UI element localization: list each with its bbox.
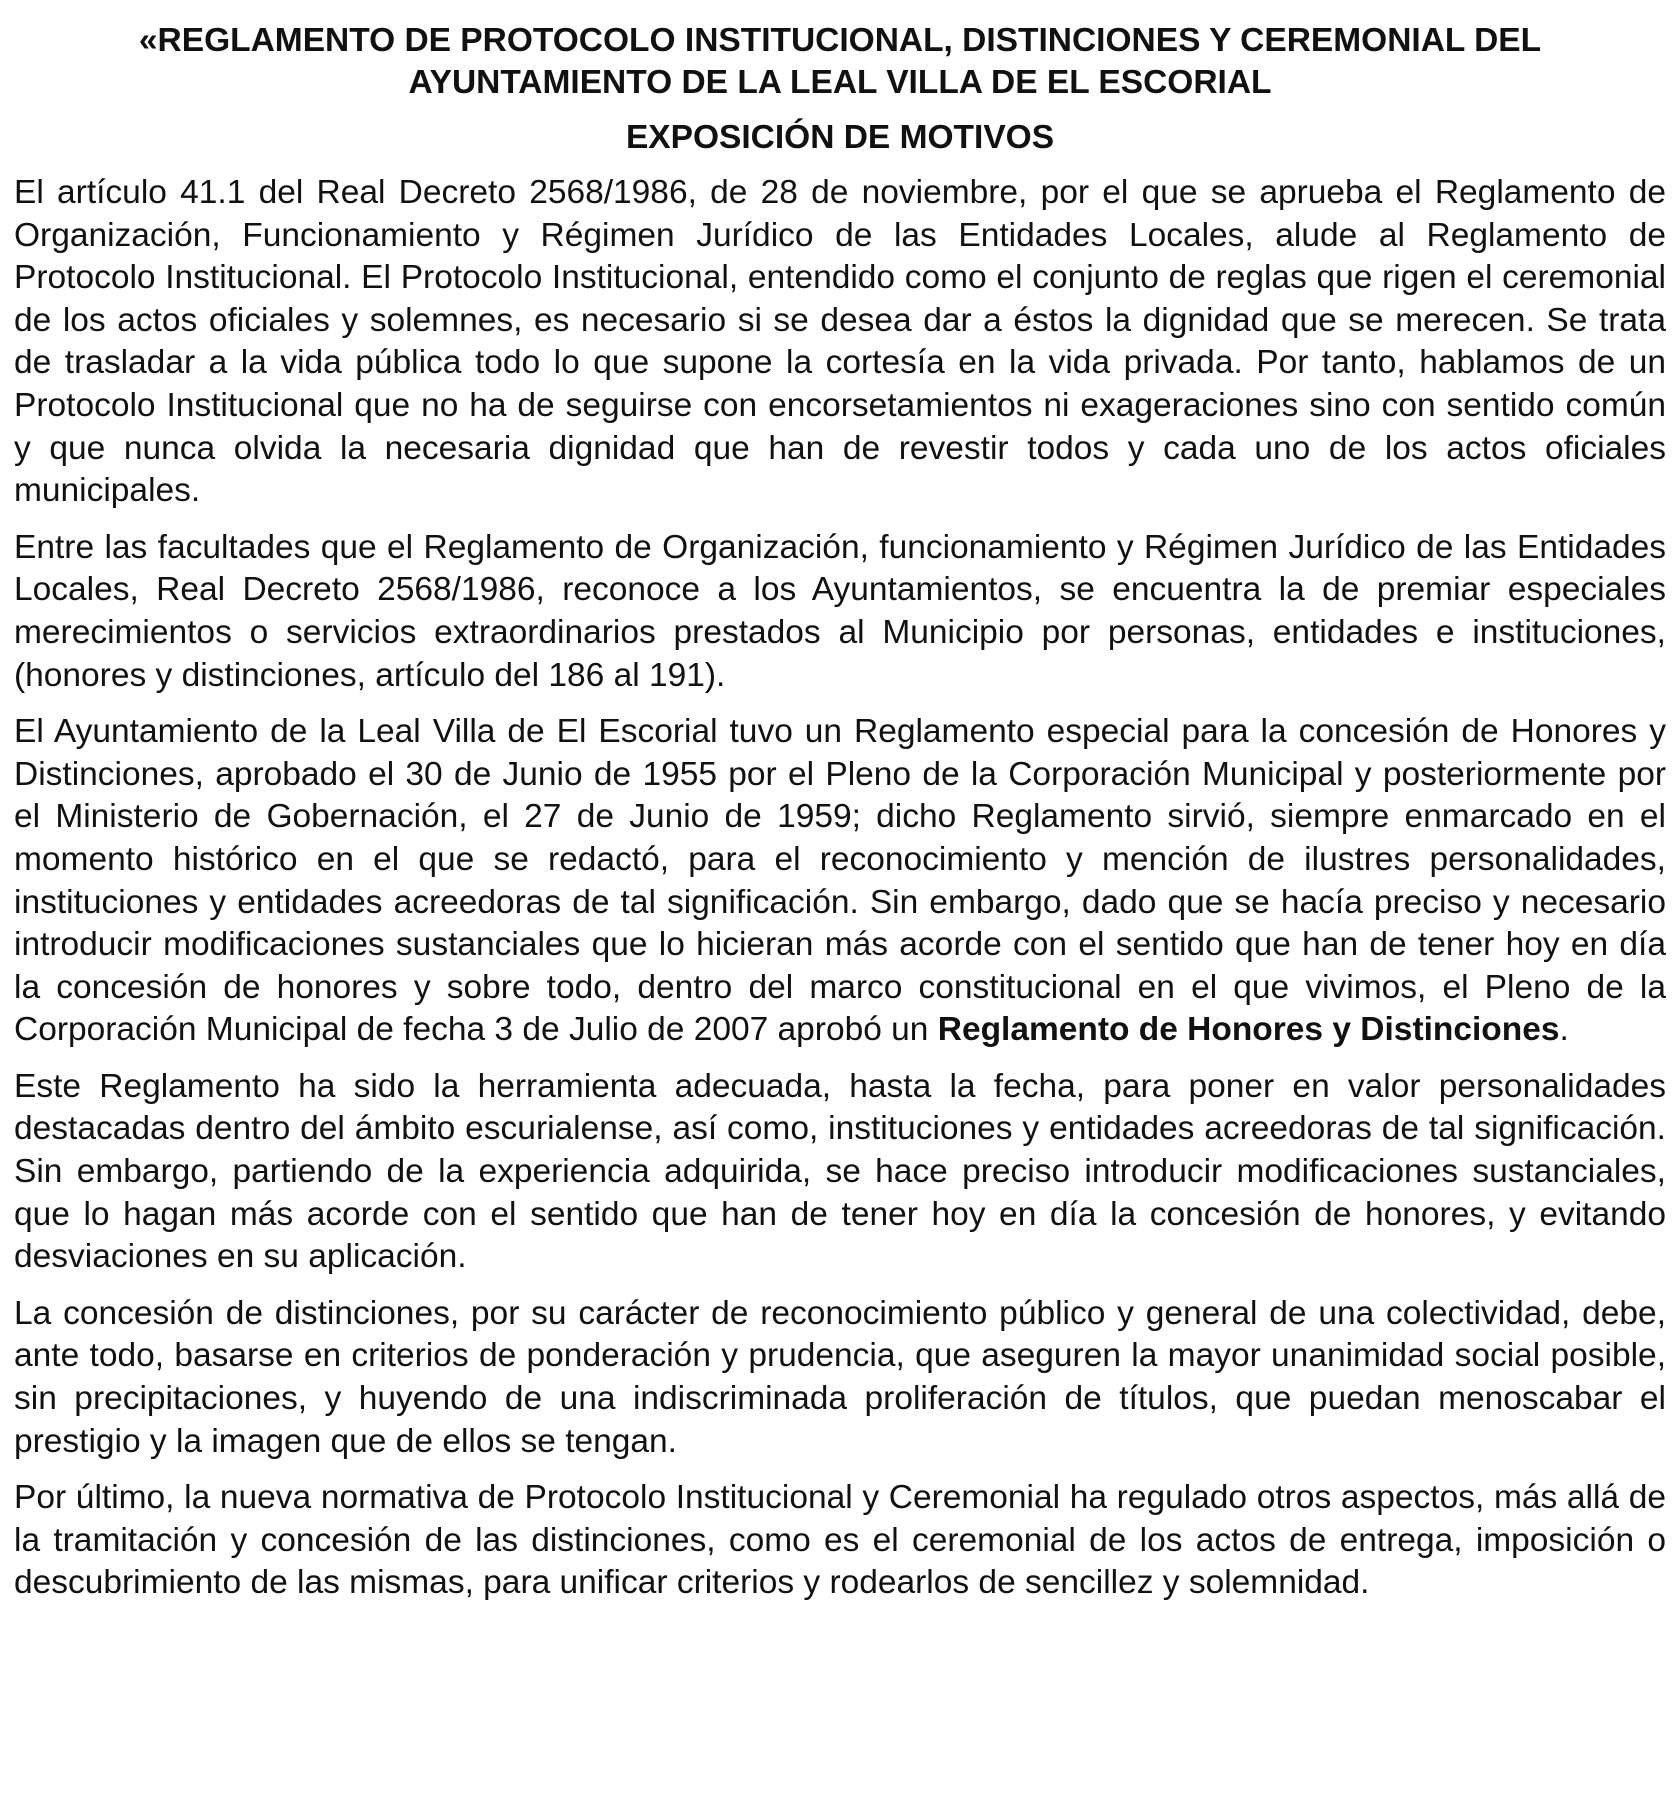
paragraph-6: Por último, la nueva normativa de Protocolo Institucional y Ceremonial ha regulado otros aspectos, más allá de la tramitación y concesión de las distinciones, como es el ceremonial de los actos de entrega, imposición o descubrimiento de las mismas, para unificar criterios y rodearlos de sencillez y solemnidad. [14,1479,1666,1602]
paragraph-2: Entre las facultades que el Reglamento de Organización, funcionamiento y Régimen Jurídico de las Entidades Locales, Real Decreto 2568/1986, reconoce a los Ayuntamientos, se encuentra la de premiar especiales merecimientos o servicios extraordinarios prestados al Municipio por personas, entidades e instituciones, (honores y distinciones, artículo del 186 al 191). [14,528,1666,694]
paragraph-1: El artículo 41.1 del Real Decreto 2568/1986, de 28 de noviembre, por el que se aprueba el Reglamento de Organización, Funcionamiento y Régimen Jurídico de las Entidades Locales, alude al Reglamento de Protocolo Institucional. El Protocolo Institucional, entendido como el conjunto de reglas que rigen el ceremonial de los actos oficiales y solemnes, es necesario si se desea dar a éstos la dignidad que se merecen. Se trata de trasladar a la vida pública todo lo que supone la cortesía en la vida privada. Por tanto, hablamos de un Protocolo Institucional que no ha de seguirse con encorsetamientos ni exageraciones sino con sentido común y que nunca olvida la necesaria dignidad que han de revestir todos y cada uno de los actos oficiales municipales. [14,174,1666,510]
section-heading: EXPOSICIÓN DE MOTIVOS [625,119,1055,156]
paragraph-4: Este Reglamento ha sido la herramienta adecuada, hasta la fecha, para poner en valor personalidades destacadas dentro del ámbito escurialense, así como, instituciones y entidades acreedoras de tal significación. Sin embargo, partiendo de la experiencia adquirida, se hace preciso introducir modificaciones sustanciales, que lo hagan más acorde con el sentido que han de tener hoy en día la concesión de honores, y evitando desviaciones en su aplicación. [14,1067,1666,1276]
paragraph-5: La concesión de distinciones, por su carácter de reconocimiento público y general de una colectividad, debe, ante todo, basarse en criterios de ponderación y prudencia, que aseguren la mayor unanimidad social posible, sin precipitaciones, y huyendo de una indiscriminada proliferación de títulos, que puedan menoscabar el prestigio y la imagen que de ellos se tengan. [14,1294,1666,1460]
paragraph-3-text: El Ayuntamiento de la Leal Villa de El Escorial tuvo un Reglamento especial para la concesión de Honores y Distinciones, aprobado el 30 de Junio de 1955 por el Pleno de la Corporación Municipal y posteriormente por el Ministerio de Gobernación, el 27 de Junio de 1959; dicho Reglamento sirvió, siempre enmarcado en el momento histórico en el que se redactó, para el reconocimiento y mención de ilustres personalidades, instituciones y entidades acreedoras de tal significación. Sin embargo, dado que se hacía preciso y necesario introducir modificaciones sustanciales que lo hicieran más acorde con el sentido que han de tener hoy en día la concesión de honores y sobre todo, dentro del marco constitucional en el que vivimos, el Pleno de la Corporación Municipal de fecha 3 de Julio de 2007 aprobó un [14,713,1666,1049]
document-title: «REGLAMENTO DE PROTOCOLO INSTITUCIONAL, DISTINCIONES Y CEREMONIAL DEL AYUNTAMIENTO DE LA LEAL VILLA DE EL ESCORIAL [138,22,1542,101]
document-page [14,20,1666,1619]
paragraph-3-bold-title: Reglamento de Honores y Distinciones [937,1011,1560,1049]
paragraph-3-end: . [1559,1011,1569,1049]
paragraph-3 [14,711,1666,1052]
